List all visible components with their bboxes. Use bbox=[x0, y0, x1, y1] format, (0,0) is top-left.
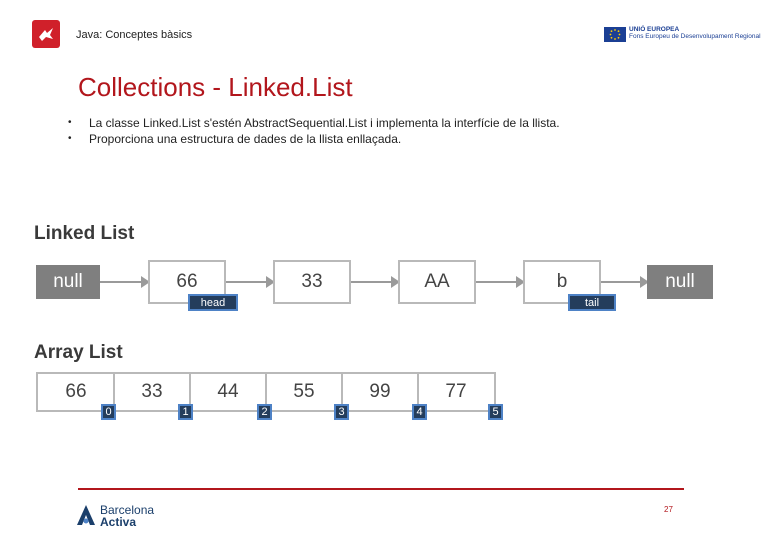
linked-node: AA bbox=[398, 260, 476, 304]
array-cell: 99 bbox=[369, 381, 391, 402]
linked-node: 66 bbox=[148, 260, 226, 304]
tail-tag: tail bbox=[568, 294, 616, 311]
header-title: Java: Conceptes bàsics bbox=[76, 29, 193, 41]
bird-icon bbox=[32, 20, 60, 48]
array-cell: 33 bbox=[141, 381, 163, 402]
barcelona-activa-logo-icon bbox=[76, 504, 96, 526]
array-cell: 55 bbox=[293, 381, 315, 402]
array-index: 2 bbox=[257, 404, 272, 420]
slide-title: Collections - Linked.List bbox=[78, 72, 353, 102]
footer-brand-line2: Activa bbox=[100, 515, 137, 529]
array-index: 0 bbox=[101, 404, 116, 420]
array-cell: 77 bbox=[445, 381, 467, 402]
linked-node: 33 bbox=[273, 260, 351, 304]
array-index: 3 bbox=[334, 404, 349, 420]
tail-null-node: null bbox=[647, 265, 713, 299]
head-tag: head bbox=[188, 294, 238, 311]
link-arrow bbox=[226, 281, 273, 283]
eu-label bbox=[629, 26, 761, 40]
link-arrow bbox=[601, 281, 647, 283]
eu-subtitle: Fons Europeu de Desenvolupament Regional bbox=[629, 33, 761, 40]
linked-node: b bbox=[523, 260, 601, 304]
array-cell: 66 bbox=[65, 381, 87, 402]
array-index: 4 bbox=[412, 404, 427, 420]
eu-flag-icon bbox=[604, 27, 626, 42]
array-list-label: Array List bbox=[34, 342, 123, 363]
link-arrow bbox=[476, 281, 523, 283]
array-index: 5 bbox=[488, 404, 503, 420]
eu-title: UNIÓ EUROPEA bbox=[629, 26, 680, 33]
institution-logo bbox=[32, 20, 60, 48]
footer-divider bbox=[78, 488, 684, 490]
array-cell: 44 bbox=[217, 381, 239, 402]
linked-list-label: Linked List bbox=[34, 223, 135, 244]
array-index: 1 bbox=[178, 404, 193, 420]
footer-brand-line1: Barcelona bbox=[100, 503, 155, 517]
page-number: 27 bbox=[664, 505, 673, 514]
bullet-list bbox=[56, 115, 560, 147]
bullet-item: • Proporciona una estructura de dades de la llista enllaçada. bbox=[56, 131, 560, 147]
head-null-node: null bbox=[36, 265, 100, 299]
link-arrow bbox=[351, 281, 398, 283]
link-arrow bbox=[100, 281, 148, 283]
bullet-item: • La classe Linked.List s'estén AbstractSequential.List i implementa la interfície de la llista. bbox=[56, 115, 560, 131]
